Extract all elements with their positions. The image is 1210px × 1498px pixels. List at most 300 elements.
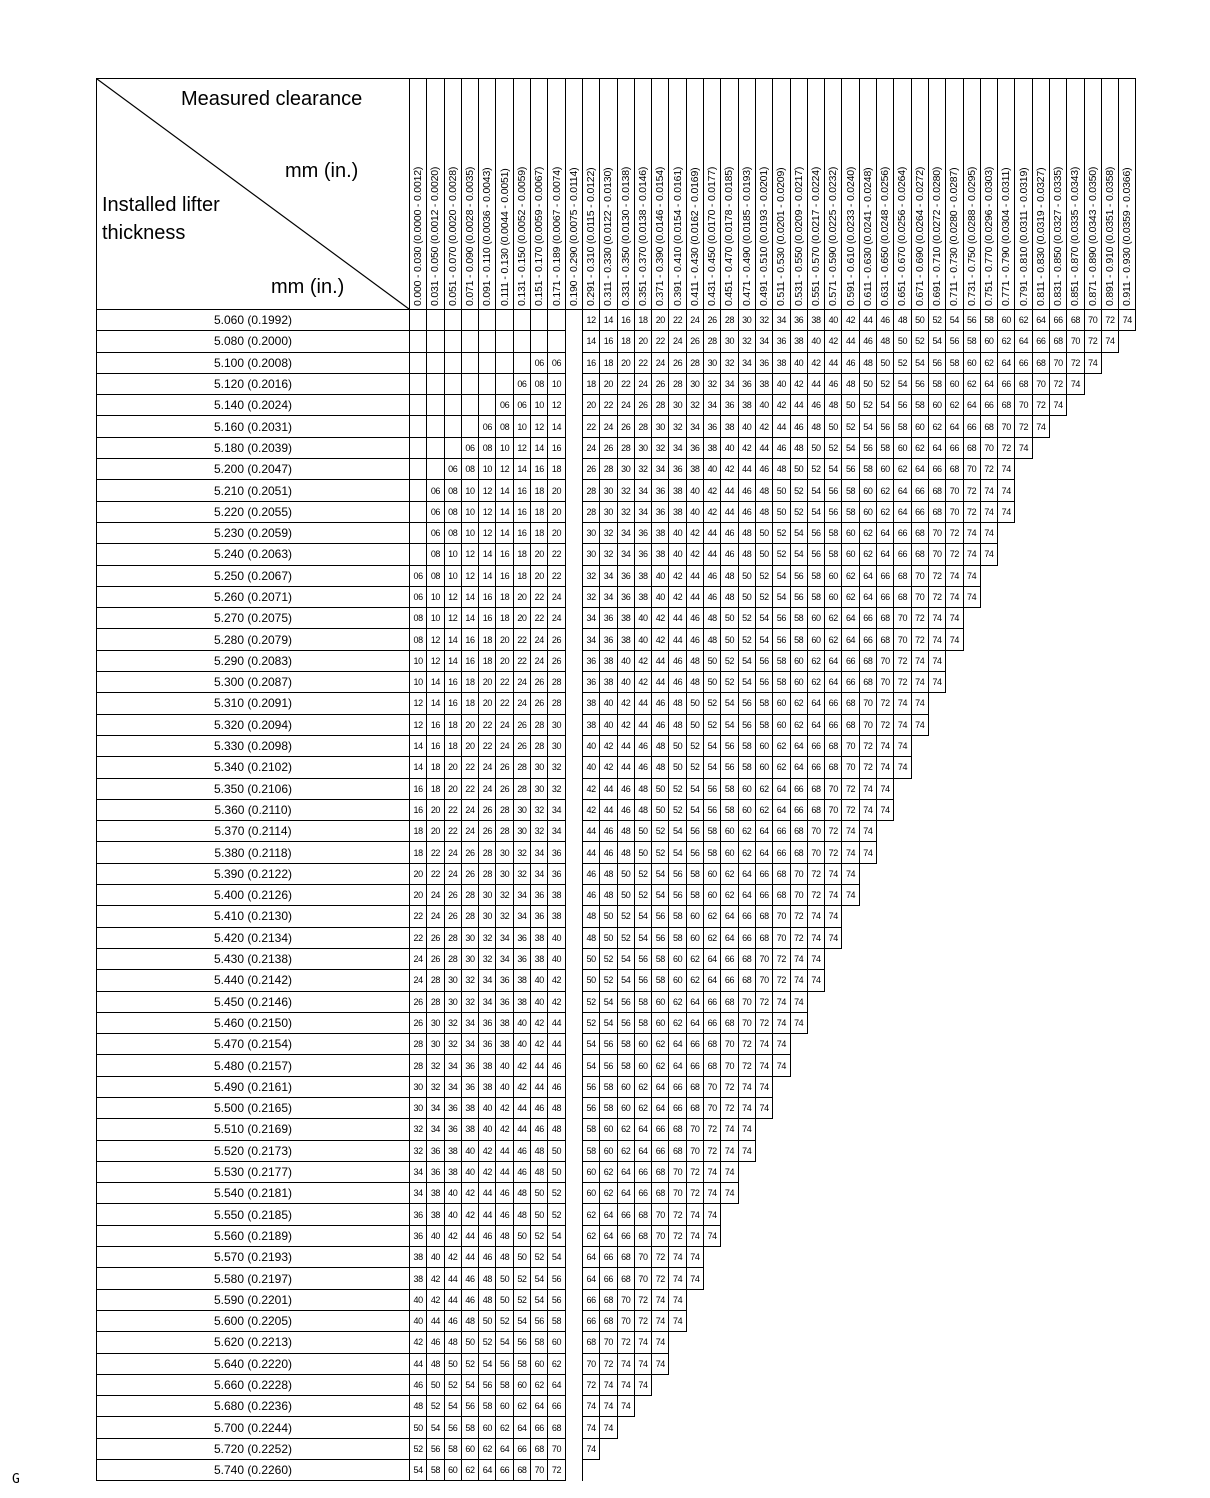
empty-cell — [1119, 757, 1136, 778]
lifter-number-cell: 68 — [807, 778, 824, 799]
empty-cell — [1119, 501, 1136, 522]
lifter-number-cell: 28 — [582, 501, 599, 522]
lifter-number-cell: 62 — [652, 1034, 669, 1055]
empty-cell — [755, 1289, 772, 1310]
empty-cell — [1067, 1268, 1084, 1289]
standard-clearance-cell — [565, 310, 582, 331]
lifter-number-cell: 64 — [790, 757, 807, 778]
empty-cell — [842, 1396, 859, 1417]
lifter-number-cell: 52 — [548, 1204, 565, 1225]
lifter-number-cell: 14 — [531, 437, 548, 458]
empty-cell — [686, 1310, 703, 1331]
empty-cell — [790, 1119, 807, 1140]
empty-cell — [738, 1161, 755, 1182]
empty-cell — [980, 1289, 997, 1310]
lifter-number-cell: 58 — [755, 714, 772, 735]
empty-cell — [1067, 480, 1084, 501]
lifter-number-cell: 60 — [998, 310, 1015, 331]
lifter-number-cell: 48 — [859, 352, 876, 373]
lifter-number-cell: 40 — [461, 1161, 478, 1182]
lifter-number-cell: 18 — [479, 650, 496, 671]
table-row — [97, 586, 1136, 607]
empty-cell — [1084, 970, 1101, 991]
lifter-number-cell: 14 — [600, 310, 617, 331]
empty-cell — [738, 1268, 755, 1289]
lifter-number-cell: 42 — [444, 1247, 461, 1268]
standard-clearance-cell — [565, 1055, 582, 1076]
empty-cell — [911, 1353, 928, 1374]
empty-cell — [946, 927, 963, 948]
empty-cell — [859, 906, 876, 927]
lifter-number-cell: 42 — [686, 522, 703, 543]
lifter-number-cell: 28 — [548, 672, 565, 693]
empty-cell — [998, 1161, 1015, 1182]
lifter-number-cell: 18 — [513, 544, 530, 565]
empty-cell — [721, 1289, 738, 1310]
lifter-number-cell: 62 — [911, 437, 928, 458]
empty-cell — [1032, 1161, 1049, 1182]
lifter-number-cell: 16 — [617, 310, 634, 331]
empty-cell — [773, 1161, 790, 1182]
lifter-number-cell — [410, 480, 427, 501]
lifter-number-cell — [427, 352, 444, 373]
empty-cell — [877, 885, 894, 906]
lifter-number-cell: 68 — [686, 1097, 703, 1118]
empty-cell — [1119, 1353, 1136, 1374]
lifter-number-cell: 72 — [998, 437, 1015, 458]
lifter-number-cell: 62 — [704, 906, 721, 927]
empty-cell — [963, 1183, 980, 1204]
lifter-number-cell: 68 — [634, 1225, 651, 1246]
empty-cell — [807, 1012, 824, 1033]
lifter-number-cell: 58 — [946, 352, 963, 373]
lifter-number-cell — [410, 395, 427, 416]
lifter-number-cell — [444, 416, 461, 437]
lifter-number-cell: 54 — [479, 1353, 496, 1374]
lifter-number-cell — [548, 331, 565, 352]
lifter-number-cell: 58 — [669, 927, 686, 948]
empty-cell — [1015, 544, 1032, 565]
lifter-number-cell: 50 — [461, 1332, 478, 1353]
clearance-range-label: 0.331 - 0.350 (0.0130 - 0.0138) — [619, 166, 632, 306]
empty-cell — [1049, 480, 1066, 501]
empty-cell — [894, 1140, 911, 1161]
empty-cell — [686, 1374, 703, 1395]
empty-cell — [1084, 1417, 1101, 1438]
lifter-number-cell: 72 — [842, 799, 859, 820]
lifter-number-cell: 58 — [790, 629, 807, 650]
empty-cell — [998, 1055, 1015, 1076]
lifter-number-cell: 26 — [513, 714, 530, 735]
lifter-number-cell: 74 — [617, 1396, 634, 1417]
empty-cell — [704, 1268, 721, 1289]
empty-cell — [894, 1310, 911, 1331]
lifter-number-cell — [410, 437, 427, 458]
lifter-number-cell: 40 — [773, 373, 790, 394]
lifter-number-cell — [444, 395, 461, 416]
lifter-number-cell: 40 — [669, 544, 686, 565]
installed-thickness-cell: 5.700 (0.2244) — [97, 1417, 410, 1438]
lifter-number-cell: 06 — [444, 459, 461, 480]
empty-cell — [738, 1396, 755, 1417]
lifter-number-cell: 74 — [773, 991, 790, 1012]
empty-cell — [911, 1417, 928, 1438]
lifter-number-cell: 70 — [1067, 331, 1084, 352]
installed-thickness-cell: 5.220 (0.2055) — [97, 501, 410, 522]
lifter-number-cell: 52 — [877, 373, 894, 394]
empty-cell — [1067, 1310, 1084, 1331]
lifter-number-cell: 58 — [738, 735, 755, 756]
empty-cell — [1084, 395, 1101, 416]
lifter-number-cell: 68 — [686, 1076, 703, 1097]
empty-cell — [894, 1289, 911, 1310]
installed-thickness-cell: 5.080 (0.2000) — [97, 331, 410, 352]
standard-clearance-cell — [565, 650, 582, 671]
lifter-number-cell: 62 — [980, 352, 997, 373]
lifter-number-cell: 64 — [755, 821, 772, 842]
empty-cell — [1119, 821, 1136, 842]
table-row — [97, 970, 1136, 991]
lifter-number-cell: 58 — [825, 544, 842, 565]
lifter-number-cell: 28 — [496, 799, 513, 820]
clearance-range-label: 0.871 - 0.890 (0.0343 - 0.0350) — [1086, 166, 1099, 306]
lifter-number-cell: 46 — [807, 395, 824, 416]
empty-cell — [963, 629, 980, 650]
empty-cell — [911, 1374, 928, 1395]
empty-cell — [755, 1460, 772, 1481]
empty-cell — [1049, 778, 1066, 799]
clearance-range-label: 0.031 - 0.050 (0.0012 - 0.0020) — [429, 166, 442, 306]
lifter-number-cell: 60 — [479, 1417, 496, 1438]
empty-cell — [1101, 608, 1118, 629]
lifter-number-cell: 68 — [531, 1438, 548, 1459]
lifter-number-cell: 34 — [669, 437, 686, 458]
empty-cell — [1049, 757, 1066, 778]
empty-cell — [1101, 842, 1118, 863]
lifter-number-cell: 24 — [548, 608, 565, 629]
empty-cell — [669, 1396, 686, 1417]
lifter-number-cell: 08 — [444, 501, 461, 522]
empty-cell — [721, 1374, 738, 1395]
empty-cell — [980, 799, 997, 820]
lifter-number-cell: 66 — [842, 650, 859, 671]
empty-cell — [1015, 1140, 1032, 1161]
lifter-number-cell: 74 — [652, 1310, 669, 1331]
lifter-number-cell: 26 — [479, 821, 496, 842]
lifter-number-cell: 44 — [410, 1353, 427, 1374]
installed-thickness-cell: 5.590 (0.2201) — [97, 1289, 410, 1310]
empty-cell — [998, 1417, 1015, 1438]
empty-cell — [998, 863, 1015, 884]
lifter-number-cell: 72 — [877, 714, 894, 735]
standard-clearance-cell — [565, 1097, 582, 1118]
clearance-range-label: 0.511 - 0.530 (0.0201 - 0.0209) — [775, 167, 788, 306]
lifter-number-cell: 72 — [911, 629, 928, 650]
empty-cell — [652, 1374, 669, 1395]
lifter-number-cell: 28 — [600, 459, 617, 480]
empty-cell — [894, 885, 911, 906]
lifter-number-cell: 70 — [738, 1012, 755, 1033]
lifter-number-cell: 22 — [479, 714, 496, 735]
lifter-number-cell: 62 — [946, 395, 963, 416]
lifter-number-cell: 08 — [410, 629, 427, 650]
empty-cell — [911, 1332, 928, 1353]
installed-thickness-cell: 5.510 (0.2169) — [97, 1119, 410, 1140]
clearance-column-header — [1084, 79, 1101, 310]
empty-cell — [963, 948, 980, 969]
empty-cell — [911, 863, 928, 884]
empty-cell — [1032, 863, 1049, 884]
empty-cell — [1049, 693, 1066, 714]
lifter-number-cell: 44 — [617, 735, 634, 756]
empty-cell — [790, 1140, 807, 1161]
lifter-number-cell: 56 — [946, 331, 963, 352]
lifter-number-cell: 14 — [410, 735, 427, 756]
lifter-number-cell: 52 — [911, 331, 928, 352]
lifter-number-cell: 74 — [859, 842, 876, 863]
empty-cell — [807, 1353, 824, 1374]
lifter-number-cell: 44 — [513, 1119, 530, 1140]
empty-cell — [998, 544, 1015, 565]
lifter-number-cell: 68 — [548, 1417, 565, 1438]
lifter-number-cell — [496, 331, 513, 352]
empty-cell — [894, 1055, 911, 1076]
lifter-number-cell: 54 — [773, 586, 790, 607]
standard-clearance-cell — [565, 1183, 582, 1204]
lifter-number-cell: 28 — [461, 906, 478, 927]
lifter-number-cell: 56 — [427, 1438, 444, 1459]
lifter-number-cell: 42 — [652, 629, 669, 650]
lifter-number-cell: 64 — [513, 1417, 530, 1438]
lifter-number-cell: 68 — [669, 1140, 686, 1161]
clearance-range-label: 0.751 - 0.770 (0.0296 - 0.0303) — [982, 166, 995, 306]
empty-cell — [859, 885, 876, 906]
lifter-number-cell: 74 — [980, 480, 997, 501]
lifter-number-cell: 70 — [911, 565, 928, 586]
lifter-number-cell: 38 — [582, 693, 599, 714]
empty-cell — [859, 1247, 876, 1268]
lifter-number-cell: 44 — [496, 1161, 513, 1182]
lifter-number-cell: 44 — [617, 757, 634, 778]
lifter-number-cell: 60 — [807, 608, 824, 629]
empty-cell — [1015, 1012, 1032, 1033]
empty-cell — [669, 1374, 686, 1395]
lifter-number-cell: 10 — [444, 565, 461, 586]
lifter-number-cell: 74 — [617, 1374, 634, 1395]
empty-cell — [825, 1204, 842, 1225]
empty-cell — [946, 1289, 963, 1310]
table-row — [97, 1289, 1136, 1310]
empty-cell — [980, 1353, 997, 1374]
empty-cell — [1067, 1460, 1084, 1481]
empty-cell — [911, 1268, 928, 1289]
empty-cell — [946, 1396, 963, 1417]
lifter-number-cell: 50 — [738, 565, 755, 586]
lifter-number-cell: 44 — [461, 1225, 478, 1246]
empty-cell — [1119, 863, 1136, 884]
lifter-number-cell: 74 — [842, 885, 859, 906]
lifter-number-cell: 74 — [894, 714, 911, 735]
standard-clearance-cell — [565, 1034, 582, 1055]
lifter-number-cell: 68 — [807, 799, 824, 820]
table-row — [97, 1310, 1136, 1331]
lifter-number-cell: 46 — [582, 885, 599, 906]
installed-thickness-cell: 5.410 (0.2130) — [97, 906, 410, 927]
lifter-number-cell: 44 — [427, 1310, 444, 1331]
empty-cell — [946, 1097, 963, 1118]
empty-cell — [1119, 1396, 1136, 1417]
lifter-number-cell: 62 — [617, 1140, 634, 1161]
lifter-number-cell: 52 — [617, 906, 634, 927]
empty-cell — [877, 1012, 894, 1033]
lifter-number-cell: 26 — [548, 650, 565, 671]
empty-cell — [1049, 672, 1066, 693]
empty-cell — [877, 842, 894, 863]
clearance-range-label: 0.631 - 0.650 (0.0248 - 0.0256) — [879, 166, 892, 306]
lifter-number-cell: 54 — [946, 310, 963, 331]
lifter-number-cell: 56 — [790, 565, 807, 586]
empty-cell — [911, 1204, 928, 1225]
lifter-number-cell: 68 — [825, 735, 842, 756]
installed-thickness-cell: 5.540 (0.2181) — [97, 1183, 410, 1204]
installed-thickness-cell: 5.310 (0.2091) — [97, 693, 410, 714]
installed-thickness-cell: 5.430 (0.2138) — [97, 948, 410, 969]
lifter-number-cell: 68 — [721, 991, 738, 1012]
lifter-number-cell: 60 — [980, 331, 997, 352]
clearance-column-header — [859, 79, 876, 310]
empty-cell — [963, 1012, 980, 1033]
empty-cell — [807, 1460, 824, 1481]
lifter-number-cell: 68 — [652, 1183, 669, 1204]
lifter-number-cell: 22 — [617, 373, 634, 394]
empty-cell — [928, 693, 945, 714]
lifter-number-cell: 28 — [427, 970, 444, 991]
lifter-number-cell: 44 — [548, 1034, 565, 1055]
lifter-number-cell: 74 — [721, 1161, 738, 1182]
empty-cell — [790, 1289, 807, 1310]
lifter-number-cell — [410, 310, 427, 331]
empty-cell — [859, 970, 876, 991]
empty-cell — [911, 1247, 928, 1268]
lifter-number-cell: 58 — [738, 757, 755, 778]
lifter-number-cell: 48 — [479, 1268, 496, 1289]
empty-cell — [877, 1417, 894, 1438]
lifter-number-cell: 50 — [410, 1417, 427, 1438]
lifter-number-cell: 56 — [755, 650, 772, 671]
empty-cell — [1049, 1460, 1066, 1481]
lifter-number-cell: 12 — [479, 501, 496, 522]
lifter-number-cell: 58 — [496, 1374, 513, 1395]
empty-cell — [877, 1289, 894, 1310]
lifter-number-cell: 56 — [496, 1353, 513, 1374]
empty-cell — [1067, 1417, 1084, 1438]
lifter-number-cell: 74 — [738, 1140, 755, 1161]
lifter-number-cell: 42 — [721, 459, 738, 480]
lifter-number-cell: 42 — [410, 1332, 427, 1353]
empty-cell — [980, 1247, 997, 1268]
lifter-number-cell: 26 — [531, 693, 548, 714]
lifter-number-cell: 74 — [686, 1268, 703, 1289]
empty-cell — [1015, 1119, 1032, 1140]
empty-cell — [1084, 693, 1101, 714]
lifter-number-cell: 40 — [531, 970, 548, 991]
empty-cell — [721, 1204, 738, 1225]
lifter-number-cell: 54 — [600, 991, 617, 1012]
empty-cell — [1049, 544, 1066, 565]
empty-cell — [928, 1034, 945, 1055]
lifter-number-cell: 62 — [807, 672, 824, 693]
empty-cell — [842, 1076, 859, 1097]
lifter-number-cell: 38 — [444, 1161, 461, 1182]
lifter-number-cell: 56 — [634, 970, 651, 991]
figure-id-label: G — [12, 1472, 20, 1487]
empty-cell — [755, 1268, 772, 1289]
lifter-number-cell: 52 — [686, 757, 703, 778]
standard-clearance-cell — [565, 1396, 582, 1417]
lifter-number-cell: 44 — [531, 1055, 548, 1076]
lifter-number-cell: 44 — [513, 1097, 530, 1118]
empty-cell — [1049, 1268, 1066, 1289]
lifter-number-cell: 12 — [410, 693, 427, 714]
empty-cell — [1032, 735, 1049, 756]
empty-cell — [825, 1247, 842, 1268]
lifter-number-cell: 42 — [755, 416, 772, 437]
lifter-number-cell: 72 — [738, 1055, 755, 1076]
lifter-number-cell: 70 — [669, 1161, 686, 1182]
empty-cell — [946, 672, 963, 693]
empty-cell — [1101, 544, 1118, 565]
lifter-number-cell: 60 — [634, 1034, 651, 1055]
lifter-number-cell: 74 — [807, 906, 824, 927]
lifter-number-cell: 72 — [738, 1034, 755, 1055]
lifter-number-cell: 74 — [842, 863, 859, 884]
lifter-number-cell: 18 — [600, 352, 617, 373]
empty-cell — [1049, 1076, 1066, 1097]
lifter-number-cell: 70 — [704, 1076, 721, 1097]
empty-cell — [980, 1076, 997, 1097]
empty-cell — [1119, 331, 1136, 352]
clearance-column-header — [548, 79, 565, 310]
lifter-number-cell: 70 — [807, 821, 824, 842]
empty-cell — [1101, 1289, 1118, 1310]
empty-cell — [669, 1353, 686, 1374]
empty-cell — [738, 1374, 755, 1395]
lifter-number-cell: 66 — [1049, 310, 1066, 331]
empty-cell — [1084, 1353, 1101, 1374]
lifter-number-cell: 54 — [634, 927, 651, 948]
lifter-number-cell: 46 — [652, 693, 669, 714]
lifter-number-cell: 40 — [686, 501, 703, 522]
empty-cell — [946, 650, 963, 671]
empty-cell — [928, 1332, 945, 1353]
lifter-number-cell: 50 — [444, 1353, 461, 1374]
table-row — [97, 1225, 1136, 1246]
empty-cell — [1049, 863, 1066, 884]
lifter-number-cell: 64 — [704, 970, 721, 991]
lifter-number-cell: 68 — [738, 948, 755, 969]
empty-cell — [911, 1119, 928, 1140]
lifter-number-cell: 20 — [427, 799, 444, 820]
empty-cell — [1101, 586, 1118, 607]
empty-cell — [1049, 608, 1066, 629]
lifter-number-cell: 24 — [496, 714, 513, 735]
installed-thickness-cell: 5.350 (0.2106) — [97, 778, 410, 799]
installed-thickness-cell: 5.420 (0.2134) — [97, 927, 410, 948]
lifter-number-cell: 48 — [721, 586, 738, 607]
table-row — [97, 1012, 1136, 1033]
empty-cell — [1084, 1460, 1101, 1481]
table-row — [97, 395, 1136, 416]
